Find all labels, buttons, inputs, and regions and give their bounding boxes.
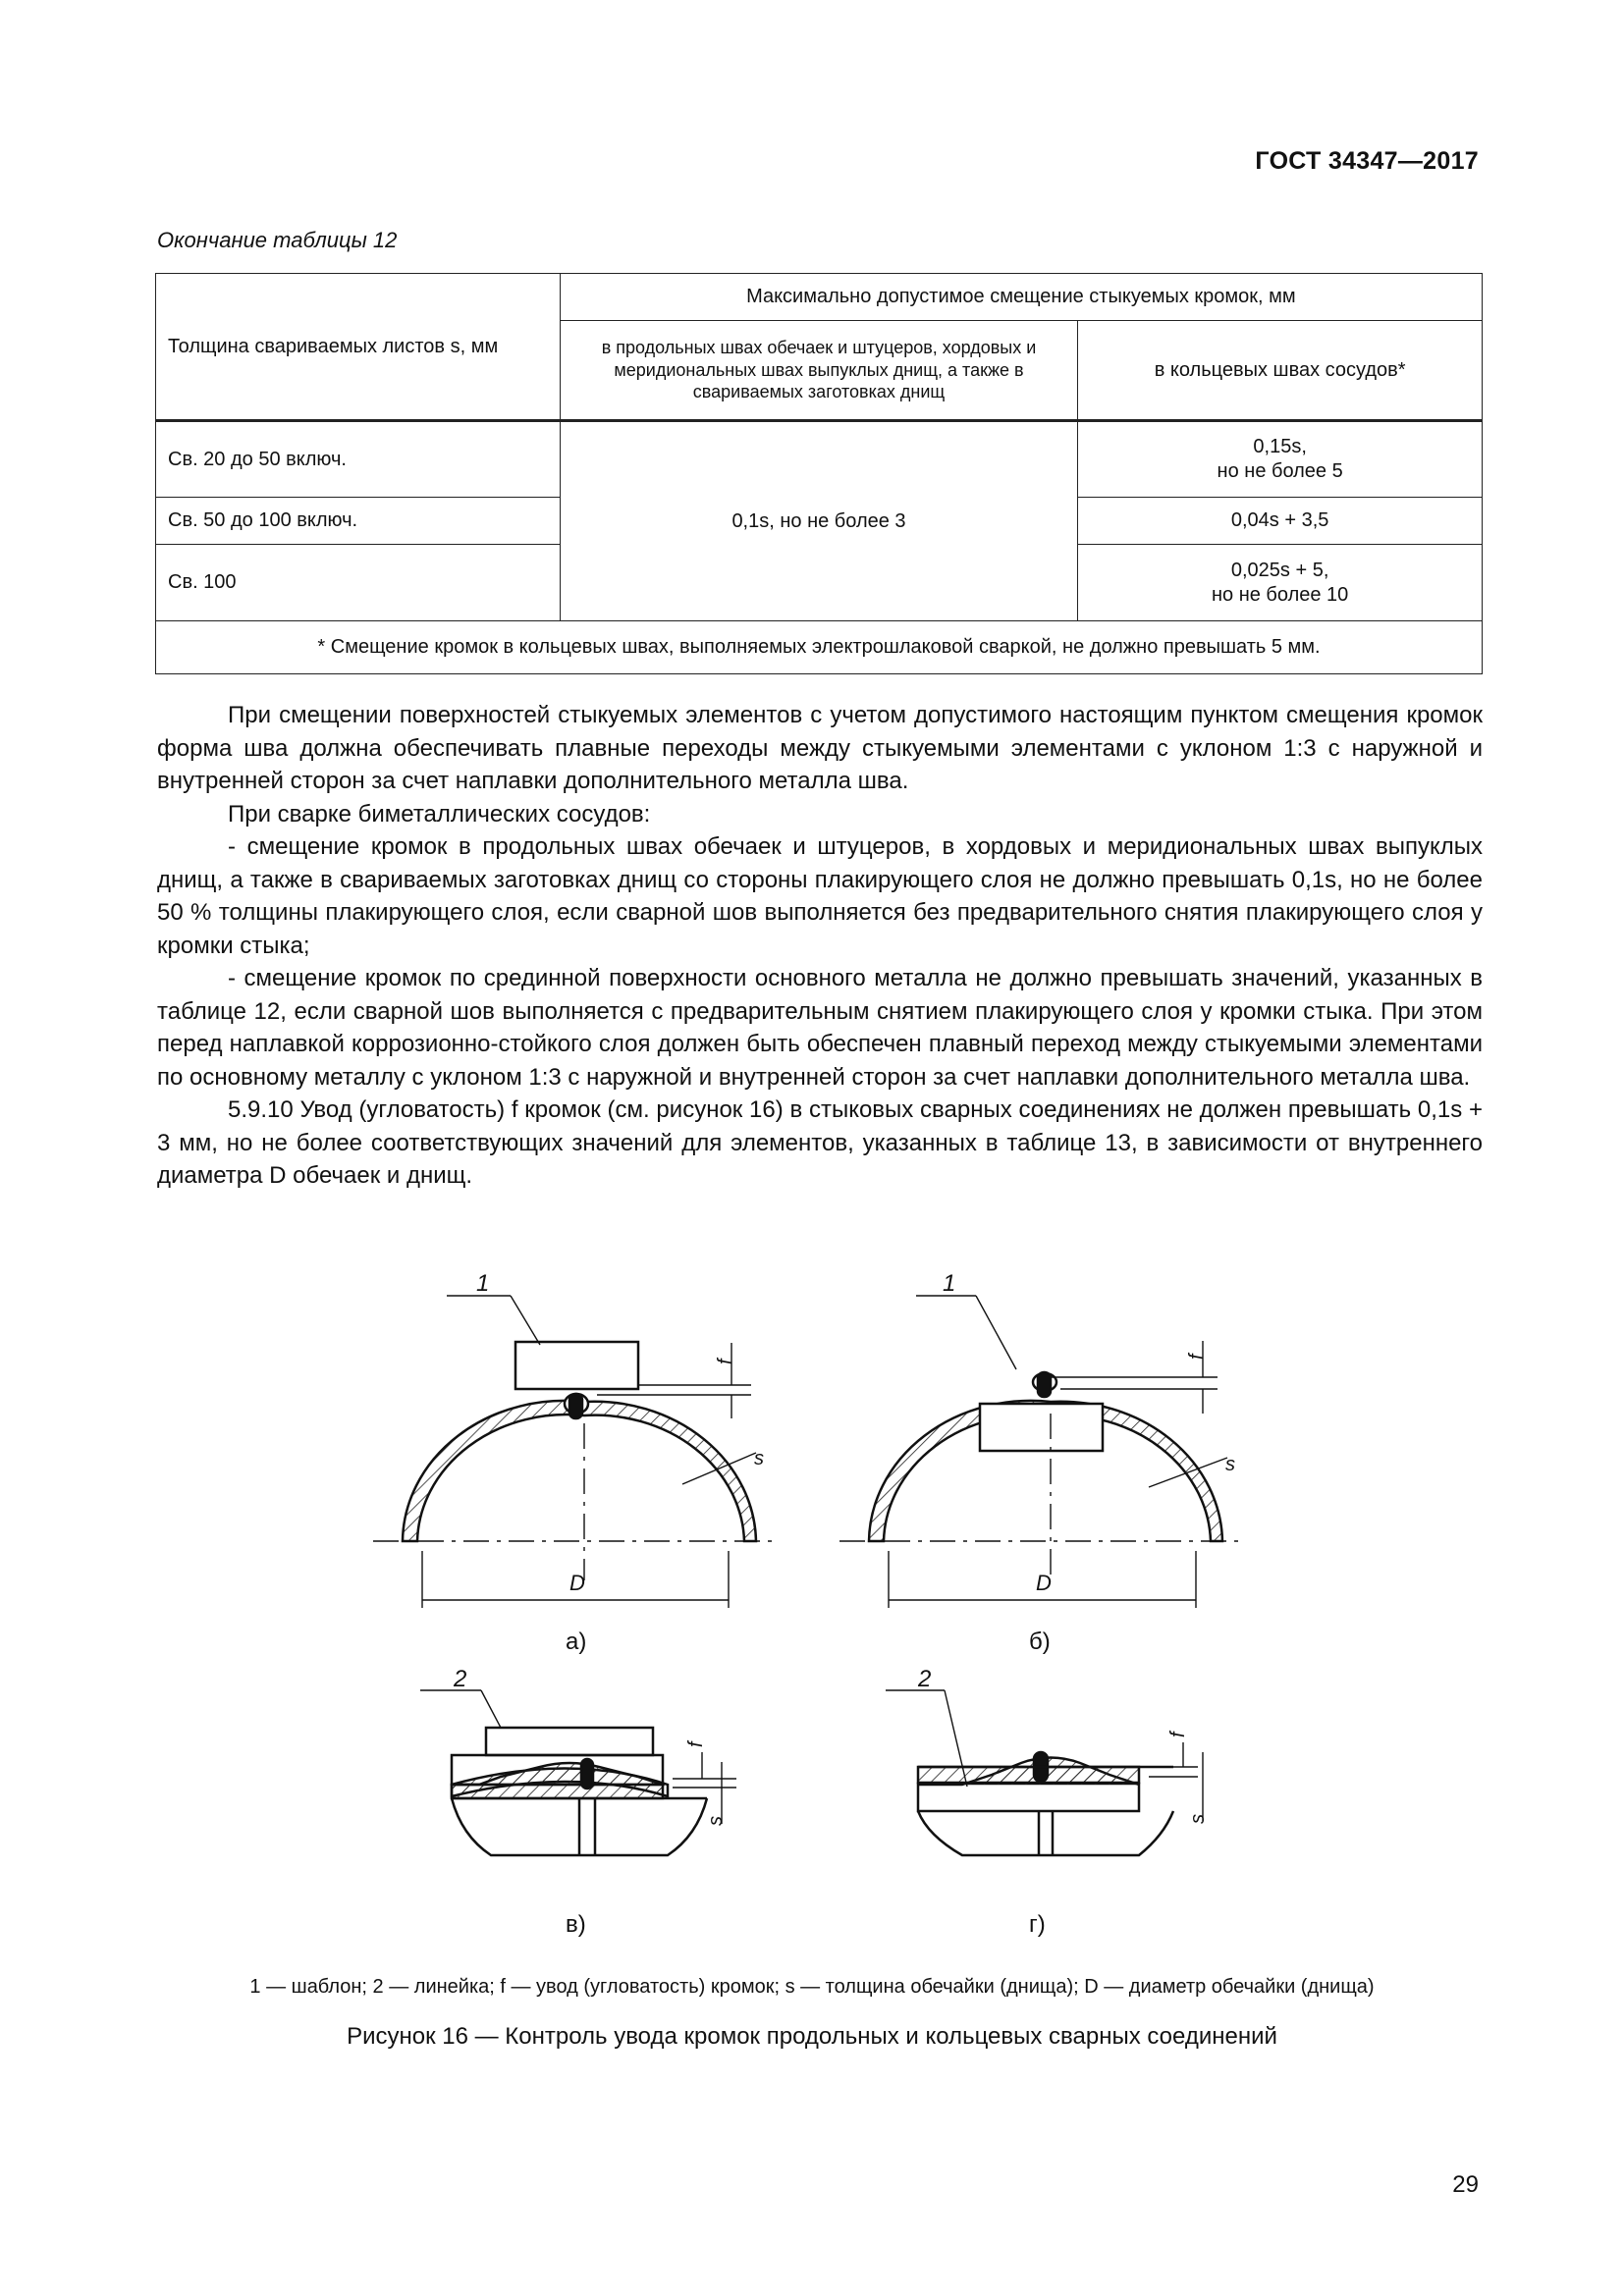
document-header: ГОСТ 34347—2017 bbox=[1255, 147, 1479, 175]
figure-caption: Рисунок 16 — Контроль увода кромок продольных и кольцевых сварных соединений bbox=[347, 2023, 1277, 2050]
group-header: Максимально допустимое смещение стыкуемых кромок, мм bbox=[560, 274, 1482, 321]
thickness-s-label: s bbox=[1187, 1814, 1209, 1824]
angle-f-label: f bbox=[715, 1359, 736, 1364]
ruler-label: 2 bbox=[454, 1666, 467, 1692]
diameter-d-label: D bbox=[1036, 1571, 1052, 1595]
table-caption: Окончание таблицы 12 bbox=[157, 228, 398, 252]
thickness-s-label: s bbox=[1225, 1454, 1235, 1475]
table-12 bbox=[155, 273, 1483, 674]
angle-f-label: f bbox=[1167, 1732, 1189, 1737]
table-cell-circular bbox=[1078, 545, 1483, 621]
angle-f-label: f bbox=[685, 1741, 707, 1747]
figure-v bbox=[420, 1690, 736, 1855]
circular-value-line2: но не более 10 bbox=[1211, 583, 1349, 606]
sub-figure-b-label: б) bbox=[1029, 1629, 1051, 1655]
body-text bbox=[157, 699, 1483, 1193]
table-cell-thickness: Св. 20 до 50 включ. bbox=[156, 421, 561, 498]
paragraph: При смещении поверхностей стыкуемых элементов с учетом допустимого настоящим пунктом смещения кромок форма шва должна обеспечивать плавные переходы между стыкуемыми элементами с уклоном 1:3 с наружной и внутренней сторон за счет наплавки дополнительного металла шва. bbox=[157, 702, 1483, 794]
table-cell-circular bbox=[1078, 421, 1483, 498]
paragraph: 5.9.10 Увод (угловатость) f кромок (см. рисунок 16) в стыковых сварных соединениях не должен превышать 0,1s + 3 мм, но не более соответствующих значений для элементов, указанных в таблице 13, в зависимости от внутреннего диаметра D обечаек и днищ. bbox=[157, 1096, 1483, 1189]
sub-figure-g-label: г) bbox=[1029, 1911, 1046, 1938]
thickness-s-label: s bbox=[705, 1816, 727, 1826]
page-number: 29 bbox=[1452, 2171, 1479, 2198]
thickness-s-label: s bbox=[754, 1448, 764, 1469]
template-label: 1 bbox=[476, 1270, 490, 1297]
col-circular-header: в кольцевых швах сосудов* bbox=[1078, 321, 1483, 421]
figure-b bbox=[839, 1296, 1242, 1608]
table-cell-thickness: Св. 50 до 100 включ. bbox=[156, 498, 561, 545]
figure-16 bbox=[373, 1256, 1276, 1944]
paragraph: При сварке биметаллических сосудов: bbox=[228, 800, 651, 828]
col-thickness-header: Толщина свариваемых листов s, мм bbox=[156, 274, 561, 421]
circular-value-line1: 0,025s + 5, bbox=[1230, 559, 1329, 581]
paragraph: - смещение кромок по срединной поверхности основного металла не должно превышать значений, указанных в таблице 12, если сварной шов выполняется с предварительным снятием плакирующего слоя у кромки стыка. При этом перед наплавкой коррозионно-стойкого слоя должен быть обеспечен плавный переход между стыкуемыми элементами по основному металлу с уклоном 1:3 с наружной и внутренней сторон за счет наплавки дополнительного металла шва. bbox=[157, 965, 1483, 1091]
figure-legend: 1 — шаблон; 2 — линейка; f — увод (угловатость) кромок; s — толщина обечайки (днища); D — диаметр обечайки (днища) bbox=[249, 1976, 1375, 1998]
angle-f-label: f bbox=[1186, 1354, 1208, 1360]
ruler-label: 2 bbox=[918, 1666, 932, 1692]
diameter-d-label: D bbox=[569, 1571, 585, 1595]
table-cell-circular: 0,04s + 3,5 bbox=[1078, 498, 1483, 545]
sub-figure-v-label: в) bbox=[566, 1911, 586, 1938]
figure-v-labels bbox=[453, 1666, 727, 1938]
circular-value-line2: но не более 5 bbox=[1217, 460, 1343, 482]
table-footnote: * Смещение кромок в кольцевых швах, выполняемых электрошлаковой сваркой, не должно превышать 5 мм. bbox=[156, 621, 1483, 674]
figure-g bbox=[886, 1690, 1203, 1855]
paragraph: - смещение кромок в продольных швах обечаек и штуцеров, в хордовых и меридиональных швах выпуклых днищ, а также в свариваемых заготовках днищ со стороны плакирующего слоя не должно превышать 0,1s, но не более 50 % толщины плакирующего слоя, если сварной шов выполняется без предварительного снятия плакирующего слоя у кромки стыка; bbox=[157, 833, 1483, 959]
col-longitudinal-header: в продольных швах обечаек и штуцеров, хордовых и меридиональных швах выпуклых днищ, а также в свариваемых заготовках днищ bbox=[560, 321, 1078, 421]
table-cell-thickness: Св. 100 bbox=[156, 545, 561, 621]
circular-value-line1: 0,15s, bbox=[1253, 436, 1307, 457]
sub-figure-a-label: а) bbox=[566, 1629, 587, 1655]
table-cell-longitudinal: 0,1s, но не более 3 bbox=[560, 421, 1078, 621]
template-label: 1 bbox=[943, 1270, 956, 1297]
figure-a bbox=[373, 1296, 776, 1608]
